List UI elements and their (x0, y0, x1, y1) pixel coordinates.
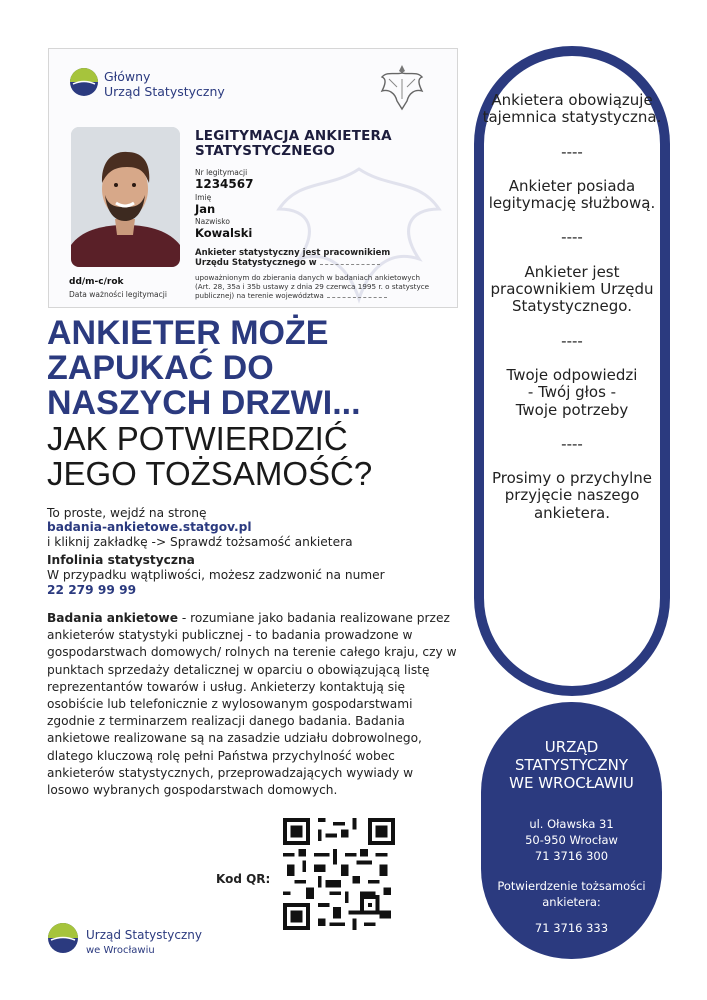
hotline-number[interactable]: 22 279 99 99 (47, 583, 137, 597)
footer-org (86, 927, 202, 959)
separator: ---- (561, 228, 583, 247)
qr-code-icon[interactable] (283, 818, 395, 930)
id-card (48, 48, 458, 308)
office-name-line1: URZĄD (544, 738, 599, 756)
first-name-label: Imię (195, 193, 212, 202)
headline-line2: ZAPUKAĆ DO (47, 349, 274, 387)
gus-logo-icon (69, 67, 99, 97)
id-number-value: 1234567 (195, 177, 254, 191)
office-confirm-line1: Potwierdzenie tożsamości (497, 879, 646, 893)
card-title (195, 129, 392, 159)
headline-secondary (47, 421, 372, 491)
separator: ---- (561, 434, 583, 453)
info-id-card: Ankieter posiada legitymację służbową. (488, 176, 656, 213)
employee-statement (195, 248, 390, 268)
card-org-line1: Główny (104, 69, 151, 84)
headline-line3: NASZYCH DRZWI... (47, 384, 361, 422)
separator: ---- (561, 142, 583, 161)
card-org-name (104, 69, 225, 99)
info-request: Prosimy o przychylne przyjęcie naszego ankietera. (492, 469, 652, 522)
last-name-value: Kowalski (195, 226, 253, 240)
office-name (481, 738, 662, 792)
office-city: 50-950 Wrocław (525, 833, 618, 847)
card-org-line2: Urząd Statystyczny (104, 84, 225, 99)
card-title-line1: LEGITYMACJA ANKIETERA (195, 128, 392, 144)
blank-line (327, 297, 387, 298)
survey-description (47, 610, 457, 799)
info-employee: Ankieter jest pracownikiem Urzędu Statystycznego. (490, 262, 654, 316)
headline-primary (47, 316, 361, 421)
office-address (481, 816, 662, 864)
office-line: Urzędu Statystycznego w (195, 258, 317, 268)
blank-line (320, 264, 380, 265)
office-phone[interactable]: 71 3716 300 (534, 849, 609, 863)
headline-line5: JEGO TOŻSAMOŚĆ? (47, 455, 373, 492)
qr-label: Kod QR: (216, 872, 271, 886)
expiry-date-label: Data ważności legitymacji (69, 290, 167, 299)
survey-text: - rozumiane jako badania realizowane przez ankieterów statystyki publicznej - to badania prowadzone w gospodarstwach domowych/ rolnych na terenie całego kraju, czy w punktach sprzedaży detalicznej w oparciu o obowiązującą listę reprezentantów towarów i usług. Ankieterzy kontaktują się osobiście lub telefonicznie z wylosowanym gospodarstwami zgodnie z terminarzem realizacji danego badania. Badania ankietowe realizowane są na zasadzie udziału dobrowolnego, dlatego kluczową rolę pełni Państwa przychylność wobec ankieterów statystycznych, przeprowadzających wywiady w losowo wybranych gospodarstwach domowych. (47, 611, 457, 798)
office-confirm-line2: ankietera: (542, 895, 601, 909)
headline-line4: JAK POTWIERDZIĆ (47, 420, 348, 457)
info-pill-text (482, 92, 662, 522)
footer-org-line2: we Wrocławiu (86, 945, 155, 956)
employee-line: Ankieter statystyczny jest pracownikiem (195, 248, 391, 258)
office-confirm-phone[interactable]: 71 3716 333 (534, 921, 609, 935)
office-name-line3: WE WROCŁAWIU (509, 774, 634, 792)
office-confirm (481, 878, 662, 910)
last-name-label: Nazwisko (195, 217, 230, 226)
info-voice: - Twój głos - (527, 383, 617, 402)
office-contact-oval (481, 702, 662, 959)
portrait-image (71, 127, 180, 267)
info-needs: Twoje potrzeby (515, 400, 629, 419)
auth-line2: (Art. 28, 35a i 35b ustawy z dnia 29 czerwca 1995 r. o statystyce (195, 282, 430, 291)
footer-org-line1: Urząd Statystyczny (86, 928, 202, 942)
auth-line3: publicznej) na terenie województwa (195, 291, 324, 300)
headline-line1: ANKIETER MOŻE (47, 314, 329, 352)
survey-term: Badania ankietowe (47, 611, 178, 625)
hotline-title: Infolinia statystyczna (47, 553, 195, 567)
hotline-text: W przypadku wątpliwości, możesz zadzwonić na numer (47, 568, 385, 582)
info-confidentiality: Ankietera obowiązuje tajemnica statystyczna. (482, 91, 662, 127)
card-title-line2: STATYSTYCZNEGO (195, 143, 336, 159)
office-name-line2: STATYSTYCZNY (514, 756, 629, 774)
id-number-label: Nr legitymacji (195, 168, 248, 177)
ankieter-photo (71, 127, 180, 267)
info-answers: Twoje odpowiedzi (506, 365, 638, 384)
first-name-value: Jan (195, 202, 216, 216)
verify-instruction: i kliknij zakładkę -> Sprawdź tożsamość ankietera (47, 535, 353, 549)
office-street: ul. Oławska 31 (529, 817, 614, 831)
gus-wroclaw-logo-icon (47, 922, 79, 954)
verify-intro: To proste, wejdź na stronę (47, 506, 207, 520)
verify-url-link[interactable]: badania-ankietowe.statgov.pl (47, 520, 252, 534)
expiry-date-value: dd/m-c/rok (69, 277, 124, 287)
eagle-emblem-icon (379, 61, 425, 113)
separator: ---- (561, 331, 583, 350)
auth-line1: upoważnionym do zbierania danych w badaniach ankietowych (195, 273, 421, 282)
